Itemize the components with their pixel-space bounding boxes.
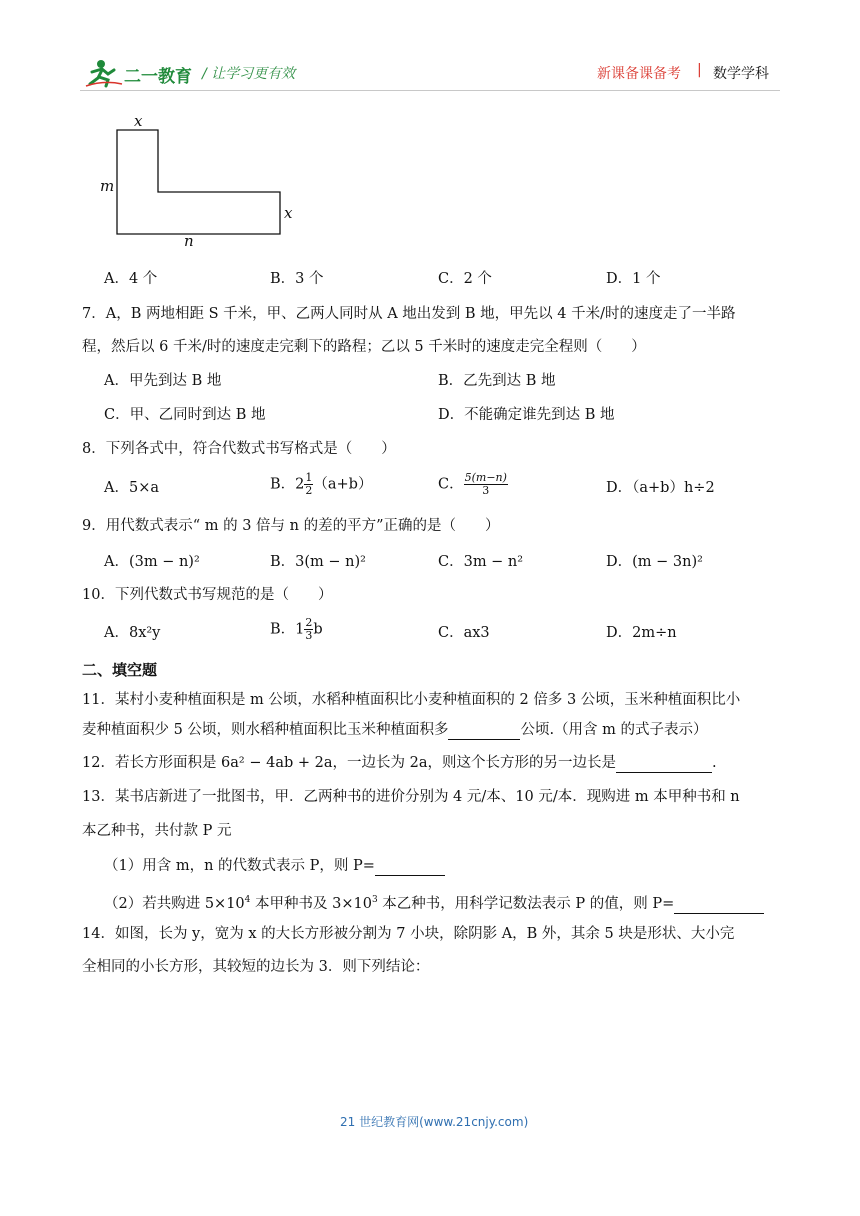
q9-stem: 9．用代数式表示“ m 的 3 倍与 n 的差的平方”正确的是（ ）: [82, 518, 500, 534]
q8-option-a: A．5×a: [104, 480, 159, 496]
logo-icon: [84, 58, 124, 88]
answer-blank[interactable]: [448, 723, 520, 740]
q8-stem: 8．下列各式中，符合代数式书写格式是（ ）: [82, 441, 396, 457]
q6-option-a: A．4 个: [104, 271, 158, 287]
q6-option-c: C．2 个: [438, 271, 492, 287]
q11-line2-pre: 麦种植面积少 5 公顷，则水稻种植面积比玉米种植面积多: [82, 722, 449, 738]
fraction-numerator: 2: [305, 616, 313, 629]
fraction-denominator: 3: [482, 484, 490, 497]
slogan: / 让学习更有效: [202, 66, 296, 82]
fraction-denominator: 2: [305, 484, 313, 497]
q12-post: .: [711, 755, 717, 771]
figure-label-bottom: n: [184, 232, 194, 250]
q7-stem-line2: 程，然后以 6 千米/时的速度走完剩下的路程；乙以 5 千米时的速度走完全程则（ ）: [82, 339, 646, 355]
q13-sub1: [104, 856, 445, 876]
q13-sub2-post: 本乙种书，用科学记数法表示 P 的值，则 P=: [377, 895, 675, 912]
fraction-denominator: 3: [305, 629, 313, 642]
q8-option-d: D．（a+b）h÷2: [606, 480, 715, 496]
question-12: [82, 753, 717, 773]
q10-option-b: [270, 617, 323, 642]
figure-label-left: m: [100, 177, 115, 195]
brand-separator: |: [697, 62, 702, 78]
q7-stem-line1: 7．A，B 两地相距 S 千米，甲、乙两人同时从 A 地出发到 B 地，甲先以 4 千米/时的速度走了一半路: [82, 306, 736, 322]
q7-option-c: C．甲、乙同时到达 B 地: [104, 407, 266, 423]
figure-label-top: x: [134, 112, 143, 130]
fraction-numerator: 5(m−n): [464, 471, 507, 484]
q8-option-c-fraction: [464, 472, 508, 497]
q13-sub2-exp2: 3: [371, 895, 378, 905]
q10-option-b-suffix: b: [313, 621, 323, 638]
q6-option-b: B．3 个: [270, 271, 324, 287]
q11-line2-post: 公顷.（用含 m 的式子表示）: [520, 722, 708, 738]
q8-option-b: [270, 472, 372, 497]
q9-option-d: D．(m − 3n)²: [606, 554, 703, 570]
q7-option-b: B．乙先到达 B 地: [438, 373, 556, 389]
fraction-numerator: 1: [305, 471, 313, 484]
header-divider: [80, 90, 780, 91]
q13-sub1-text: （1）用含 m，n 的代数式表示 P，则 P=: [104, 858, 375, 874]
q13-stem-line2: 本乙种书，共付款 P 元: [82, 823, 232, 839]
section-heading: 二、填空题: [82, 661, 158, 679]
q10-option-b-prefix: B．1: [270, 621, 305, 638]
q7-option-a: A．甲先到达 B 地: [104, 373, 222, 389]
q6-option-d: D．1 个: [606, 271, 661, 287]
q13-sub2-exp1: 4: [244, 895, 251, 905]
answer-blank[interactable]: [674, 897, 764, 914]
q13-sub2-pre: （2）若共购进 5×10: [104, 895, 245, 912]
brand-name: 新课备课备考: [597, 66, 681, 82]
q8-option-b-prefix: B．2: [270, 476, 305, 493]
logo-text: 二一教育: [124, 67, 192, 87]
subject-label: 数学学科: [713, 66, 769, 82]
q14-stem-line1: 14．如图，长为 y，宽为 x 的大长方形被分割为 7 小块，除阴影 A，B 外，其余 5 块是形状、大小完: [82, 926, 735, 942]
q11-stem-line1: 11．某村小麦种植面积是 m 公顷，水稻种植面积比小麦种植面积的 2 倍多 3 公顷，玉米种植面积比小: [82, 692, 741, 708]
q10-stem: 10．下列代数式书写规范的是（ ）: [82, 587, 333, 603]
q11-stem-line2: [82, 720, 708, 740]
q10-option-d: D．2m÷n: [606, 625, 677, 641]
q14-stem-line2: 全相同的小长方形，其较短的边长为 3．则下列结论：: [82, 959, 430, 975]
q9-option-c: C．3m − n²: [438, 554, 524, 570]
figure-label-right: x: [284, 204, 293, 222]
q7-option-d: D．不能确定谁先到达 B 地: [438, 407, 615, 423]
q8-option-b-suffix: （a+b）: [313, 476, 373, 493]
answer-blank[interactable]: [616, 756, 712, 773]
l-shape-figure: [100, 112, 300, 252]
q10-option-a: A．8x²y: [104, 625, 161, 641]
q10-option-c: C．ax3: [438, 625, 490, 641]
q8-option-c: [438, 472, 508, 497]
q13-sub2-mid: 本甲种书及 3×10: [250, 895, 372, 912]
q9-option-a: A．(3m − n)²: [104, 554, 200, 570]
q13-sub2: [104, 890, 764, 914]
q12-stem: 12．若长方形面积是 6a² − 4ab + 2a，一边长为 2a，则这个长方形的另一边长是: [82, 755, 616, 771]
q8-option-c-prefix: C．: [438, 476, 464, 493]
q9-option-b: B．3(m − n)²: [270, 554, 366, 570]
answer-blank[interactable]: [375, 859, 445, 876]
q13-stem-line1: 13．某书店新进了一批图书，甲．乙两种书的进价分别为 4 元/本、10 元/本．现购进 m 本甲种书和 n: [82, 789, 740, 805]
footer-link[interactable]: 21 世纪教育网(www.21cnjy.com): [340, 1115, 529, 1129]
